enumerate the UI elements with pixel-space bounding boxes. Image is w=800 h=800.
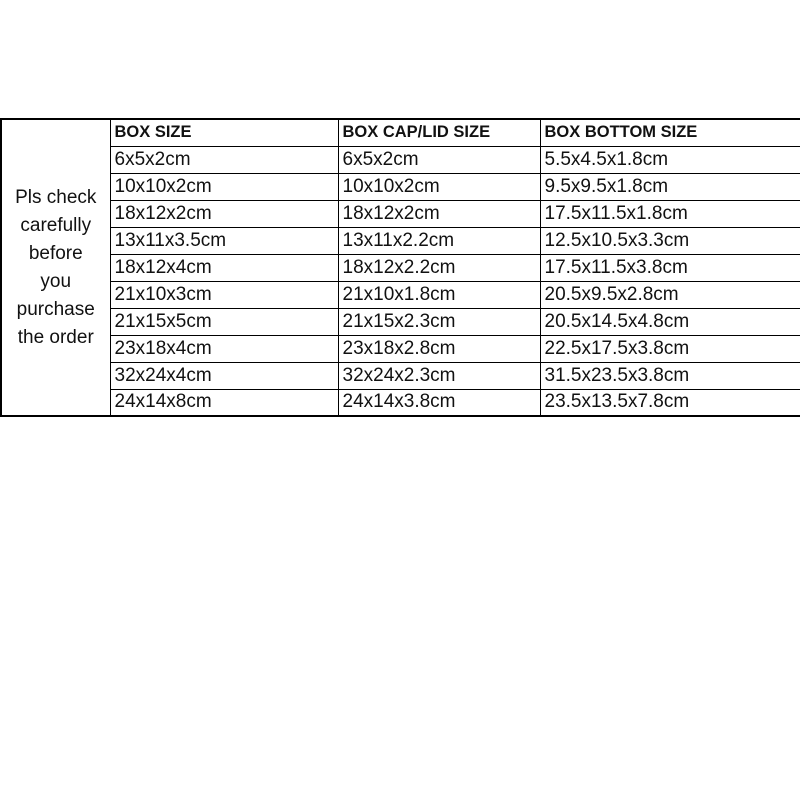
table-row <box>1 281 800 308</box>
header-bottom-size: BOX BOTTOM SIZE <box>540 119 800 146</box>
box-size-cell: 21x15x5cm <box>110 308 338 335</box>
table-row <box>1 227 800 254</box>
size-table <box>0 118 800 417</box>
box-size-cell: 10x10x2cm <box>110 173 338 200</box>
purchase-note <box>1 119 110 416</box>
bottom-size-cell: 22.5x17.5x3.8cm <box>540 335 800 362</box>
box-size-cell: 18x12x2cm <box>110 200 338 227</box>
table-row <box>1 254 800 281</box>
bottom-size-cell: 31.5x23.5x3.8cm <box>540 362 800 389</box>
cap-lid-size-cell: 18x12x2.2cm <box>338 254 540 281</box>
bottom-size-cell: 17.5x11.5x1.8cm <box>540 200 800 227</box>
box-size-cell: 18x12x4cm <box>110 254 338 281</box>
note-line: carefully <box>20 214 92 236</box>
header-cap-lid-size: BOX CAP/LID SIZE <box>338 119 540 146</box>
cap-lid-size-cell: 32x24x2.3cm <box>338 362 540 389</box>
note-line: before <box>28 242 83 264</box>
cap-lid-size-cell: 23x18x2.8cm <box>338 335 540 362</box>
cap-lid-size-cell: 21x10x1.8cm <box>338 281 540 308</box>
table-row <box>1 200 800 227</box>
note-line: the order <box>17 326 94 348</box>
table-row <box>1 335 800 362</box>
cap-lid-size-cell: 24x14x3.8cm <box>338 389 540 416</box>
box-size-cell: 32x24x4cm <box>110 362 338 389</box>
cap-lid-size-cell: 18x12x2cm <box>338 200 540 227</box>
box-size-cell: 13x11x3.5cm <box>110 227 338 254</box>
box-size-cell: 21x10x3cm <box>110 281 338 308</box>
header-row <box>1 119 800 146</box>
cap-lid-size-cell: 6x5x2cm <box>338 146 540 173</box>
bottom-size-cell: 17.5x11.5x3.8cm <box>540 254 800 281</box>
bottom-size-cell: 20.5x14.5x4.8cm <box>540 308 800 335</box>
box-size-cell: 6x5x2cm <box>110 146 338 173</box>
note-line: purchase <box>16 298 95 320</box>
table-row <box>1 389 800 416</box>
table-row <box>1 362 800 389</box>
cap-lid-size-cell: 13x11x2.2cm <box>338 227 540 254</box>
note-line: Pls check <box>15 186 97 208</box>
bottom-size-cell: 9.5x9.5x1.8cm <box>540 173 800 200</box>
header-box-size: BOX SIZE <box>110 119 338 146</box>
cap-lid-size-cell: 21x15x2.3cm <box>338 308 540 335</box>
table-row <box>1 146 800 173</box>
bottom-size-cell: 23.5x13.5x7.8cm <box>540 389 800 416</box>
cap-lid-size-cell: 10x10x2cm <box>338 173 540 200</box>
table-row <box>1 173 800 200</box>
box-size-cell: 23x18x4cm <box>110 335 338 362</box>
bottom-size-cell: 12.5x10.5x3.3cm <box>540 227 800 254</box>
note-line: you <box>40 270 72 292</box>
bottom-size-cell: 5.5x4.5x1.8cm <box>540 146 800 173</box>
bottom-size-cell: 20.5x9.5x2.8cm <box>540 281 800 308</box>
size-table-body <box>1 119 800 416</box>
box-size-cell: 24x14x8cm <box>110 389 338 416</box>
table-row <box>1 308 800 335</box>
